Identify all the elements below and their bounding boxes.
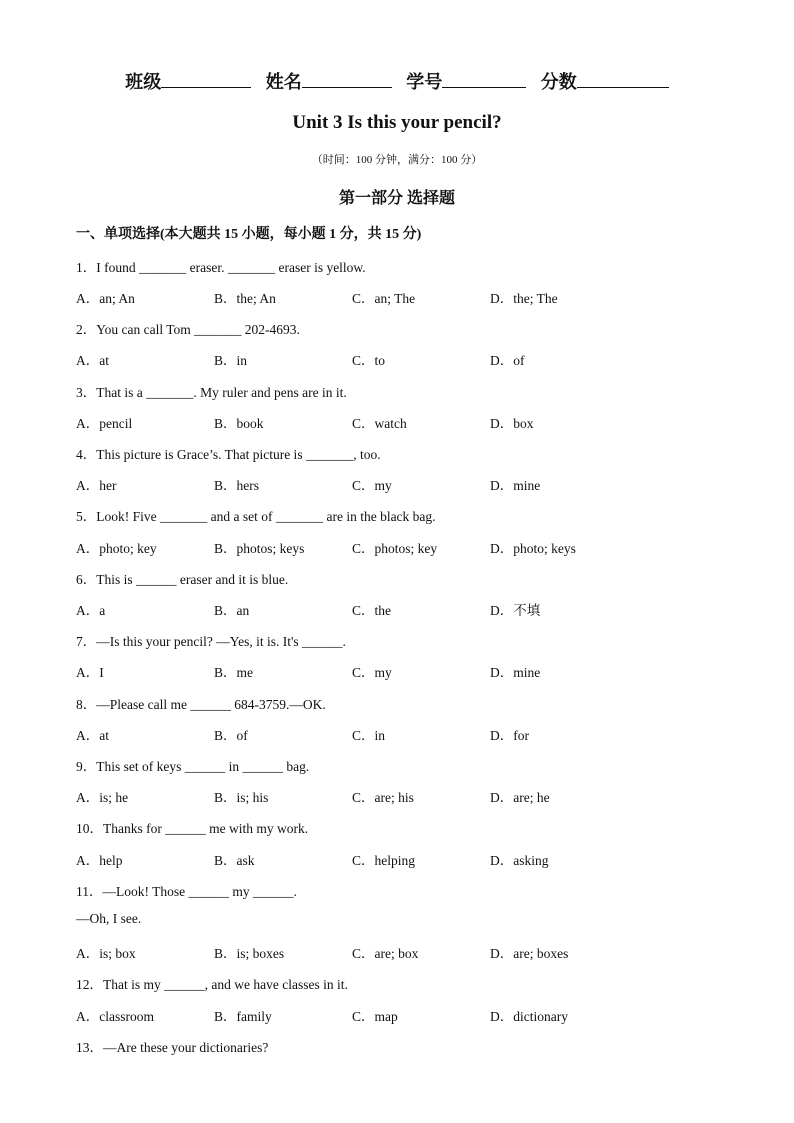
- question-6-options: [76, 599, 696, 619]
- question-2-options: [76, 349, 696, 369]
- option-c[interactable]: C．are; box: [352, 946, 419, 961]
- option-d[interactable]: D．are; he: [490, 790, 550, 805]
- question-10-options: [76, 849, 696, 869]
- option-b[interactable]: B．family: [214, 1009, 272, 1024]
- option-c[interactable]: C．the: [352, 603, 391, 618]
- student-number-field: 学号: [406, 68, 526, 94]
- exam-time-note: （时间：100 分钟，满分：100 分）: [311, 154, 483, 166]
- option-b[interactable]: B．an: [214, 603, 250, 618]
- option-b[interactable]: B．ask: [214, 853, 255, 868]
- question-8: 8．—Please call me ______ 684-3759.—OK.: [76, 697, 326, 712]
- option-c[interactable]: C．helping: [352, 853, 415, 868]
- question-4-options: [76, 474, 696, 494]
- question-8-options: [76, 724, 696, 744]
- student-info-line: [0, 68, 794, 94]
- question-4: 4．This picture is Grace’s. That picture is _______, too.: [76, 447, 381, 462]
- question-2: 2．You can call Tom _______ 202-4693.: [76, 322, 300, 337]
- option-a[interactable]: A．at: [76, 728, 109, 743]
- score-field: 分数: [541, 68, 669, 94]
- option-b[interactable]: B．in: [214, 353, 248, 368]
- option-d[interactable]: D．of: [490, 353, 525, 368]
- option-b[interactable]: B．of: [214, 728, 248, 743]
- option-d[interactable]: D．for: [490, 728, 529, 743]
- option-a[interactable]: A．at: [76, 353, 109, 368]
- class-blank[interactable]: [161, 71, 251, 88]
- question-6: 6．This is ______ eraser and it is blue.: [76, 572, 289, 587]
- option-a[interactable]: A．photo; key: [76, 541, 157, 556]
- question-3-options: [76, 412, 696, 432]
- option-c[interactable]: C．watch: [352, 416, 407, 431]
- question-10: 10．Thanks for ______ me with my work.: [76, 821, 309, 836]
- question-12-options: [76, 1005, 696, 1025]
- option-d[interactable]: D．不填: [490, 603, 541, 618]
- question-13: 13．—Are these your dictionaries?: [76, 1040, 269, 1055]
- class-field: 班级: [125, 68, 251, 94]
- option-c[interactable]: C．in: [352, 728, 386, 743]
- question-7-options: [76, 661, 696, 681]
- name-field: 姓名: [266, 68, 392, 94]
- section-heading: 一、单项选择(本大题共 15 小题，每小题 1 分，共 15 分): [76, 227, 422, 242]
- option-b[interactable]: B．me: [214, 665, 253, 680]
- option-a[interactable]: A．is; box: [76, 946, 136, 961]
- option-b[interactable]: B．is; his: [214, 790, 269, 805]
- option-a[interactable]: A．I: [76, 665, 104, 680]
- option-d[interactable]: D．the; The: [490, 291, 558, 306]
- option-a[interactable]: A．pencil: [76, 416, 133, 431]
- question-9: 9．This set of keys ______ in ______ bag.: [76, 759, 310, 774]
- option-c[interactable]: C．to: [352, 353, 386, 368]
- option-c[interactable]: C．map: [352, 1009, 398, 1024]
- page-title: Unit 3 Is this your pencil?: [292, 112, 502, 133]
- option-a[interactable]: A．an; An: [76, 291, 135, 306]
- question-7: 7．—Is this your pencil? —Yes, it is. It's ______.: [76, 634, 346, 649]
- question-5: 5．Look! Five _______ and a set of _______ are in the black bag.: [76, 509, 436, 524]
- option-a[interactable]: A．help: [76, 853, 123, 868]
- option-a[interactable]: A．a: [76, 603, 106, 618]
- option-d[interactable]: D．box: [490, 416, 534, 431]
- option-b[interactable]: B．book: [214, 416, 264, 431]
- score-blank[interactable]: [577, 71, 669, 88]
- option-d[interactable]: D．photo; keys: [490, 541, 576, 556]
- option-a[interactable]: A．classroom: [76, 1009, 154, 1024]
- option-b[interactable]: B．is; boxes: [214, 946, 285, 961]
- option-d[interactable]: D．mine: [490, 665, 541, 680]
- student-number-blank[interactable]: [442, 71, 526, 88]
- name-blank[interactable]: [302, 71, 392, 88]
- question-11-response: —Oh, I see.: [76, 911, 142, 926]
- part-heading: 第一部分 选择题: [338, 190, 455, 207]
- question-12: 12．That is my ______, and we have classes in it.: [76, 977, 348, 992]
- question-1: 1．I found _______ eraser. _______ eraser is yellow.: [76, 260, 366, 275]
- option-b[interactable]: B．photos; keys: [214, 541, 305, 556]
- question-3: 3．That is a _______. My ruler and pens are in it.: [76, 385, 347, 400]
- option-d[interactable]: D．are; boxes: [490, 946, 569, 961]
- option-d[interactable]: D．mine: [490, 478, 541, 493]
- option-b[interactable]: B．the; An: [214, 291, 276, 306]
- option-a[interactable]: A．is; he: [76, 790, 129, 805]
- question-11-options: [76, 942, 696, 962]
- question-9-options: [76, 786, 696, 806]
- option-b[interactable]: B．hers: [214, 478, 259, 493]
- question-11: 11．—Look! Those ______ my ______.: [76, 884, 297, 899]
- question-5-options: [76, 537, 696, 557]
- question-1-options: [76, 287, 696, 307]
- option-c[interactable]: C．my: [352, 665, 392, 680]
- option-c[interactable]: C．my: [352, 478, 392, 493]
- option-d[interactable]: D．dictionary: [490, 1009, 568, 1024]
- option-c[interactable]: C．photos; key: [352, 541, 438, 556]
- option-c[interactable]: C．an; The: [352, 291, 416, 306]
- option-c[interactable]: C．are; his: [352, 790, 414, 805]
- option-d[interactable]: D．asking: [490, 853, 549, 868]
- option-a[interactable]: A．her: [76, 478, 117, 493]
